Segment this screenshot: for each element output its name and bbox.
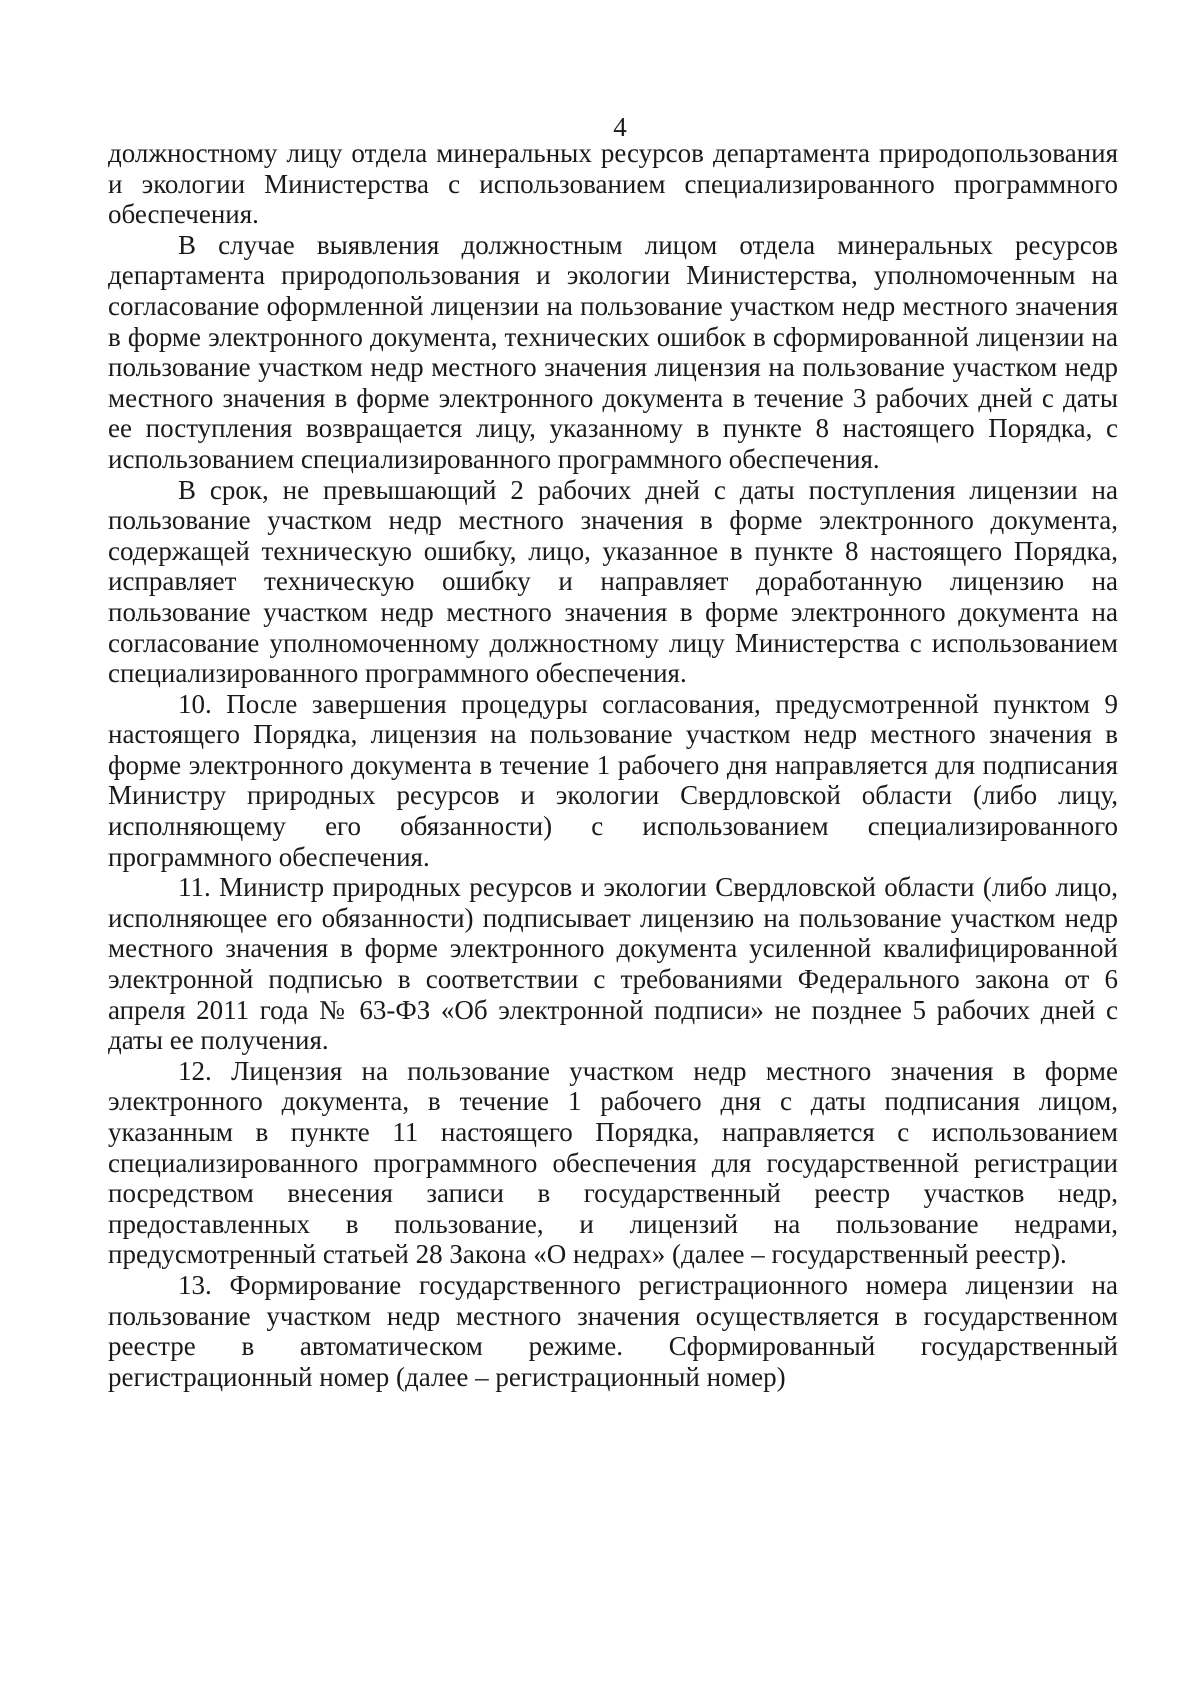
page-number: 4 — [613, 112, 627, 142]
paragraph: должностному лицу отдела минеральных ресурсов департамента природопользования и экологии Министерства с использованием специализированного программного обеспечения. — [108, 138, 1118, 230]
paragraph: 10. После завершения процедуры согласования, предусмотренной пунктом 9 настоящего Порядка, лицензия на пользование участком недр местного значения в форме электронного документа в течение 1 рабочего дня направляется для подписания Министру природных ресурсов и экологии Свердловской области (либо лицу, исполняющему его обязанности) с использованием специализированного программного обеспечения. — [108, 688, 1118, 872]
paragraph: В случае выявления должностным лицом отдела минеральных ресурсов департамента природопользования и экологии Министерства, уполномоченным на согласование оформленной лицензии на пользование участком недр местного значения в форме электронного документа, технических ошибок в сформированной лицензии на пользование участком недр местного значения лицензия на пользование участком недр местного значения в форме электронного документа в течение 3 рабочих дней с даты ее поступления возвращается лицу, указанному в пункте 8 настоящего Порядка, с использованием специализированного программного обеспечения. — [108, 229, 1118, 474]
document-body — [108, 138, 1118, 1392]
paragraph: 12. Лицензия на пользование участком недр местного значения в форме электронного документа, в течение 1 рабочего дня с даты подписания лицом, указанным в пункте 11 настоящего Порядка, направляется с использованием специализированного программного обеспечения для государственной регистрации посредством внесения записи в государственный реестр участков недр, предоставленных в пользование, и лицензий на пользование недрами, предусмотренный статьей 28 Закона «О недрах» (далее – государственный реестр). — [108, 1055, 1118, 1270]
paragraph: 11. Министр природных ресурсов и экологии Свердловской области (либо лицо, исполняющее его обязанности) подписывает лицензию на пользование участком недр местного значения в форме электронного документа усиленной квалифицированной электронной подписью в соответствии с требованиями Федерального закона от 6 апреля 2011 года № 63-ФЗ «Об электронной подписи» не позднее 5 рабочих дней с даты ее получения. — [108, 872, 1118, 1056]
paragraph: В срок, не превышающий 2 рабочих дней с даты поступления лицензии на пользование участком недр местного значения в форме электронного документа, содержащей техническую ошибку, лицо, указанное в пункте 8 настоящего Порядка, исправляет техническую ошибку и направляет доработанную лицензию на пользование участком недр местного значения в форме электронного документа на согласование уполномоченному должностному лицу Министерства с использованием специализированного программного обеспечения. — [108, 474, 1118, 689]
paragraph: 13. Формирование государственного регистрационного номера лицензии на пользование участком недр местного значения осуществляется в государственном реестре в автоматическом режиме. Сформированный государственный регистрационный номер (далее – регистрационный номер) — [108, 1269, 1118, 1392]
